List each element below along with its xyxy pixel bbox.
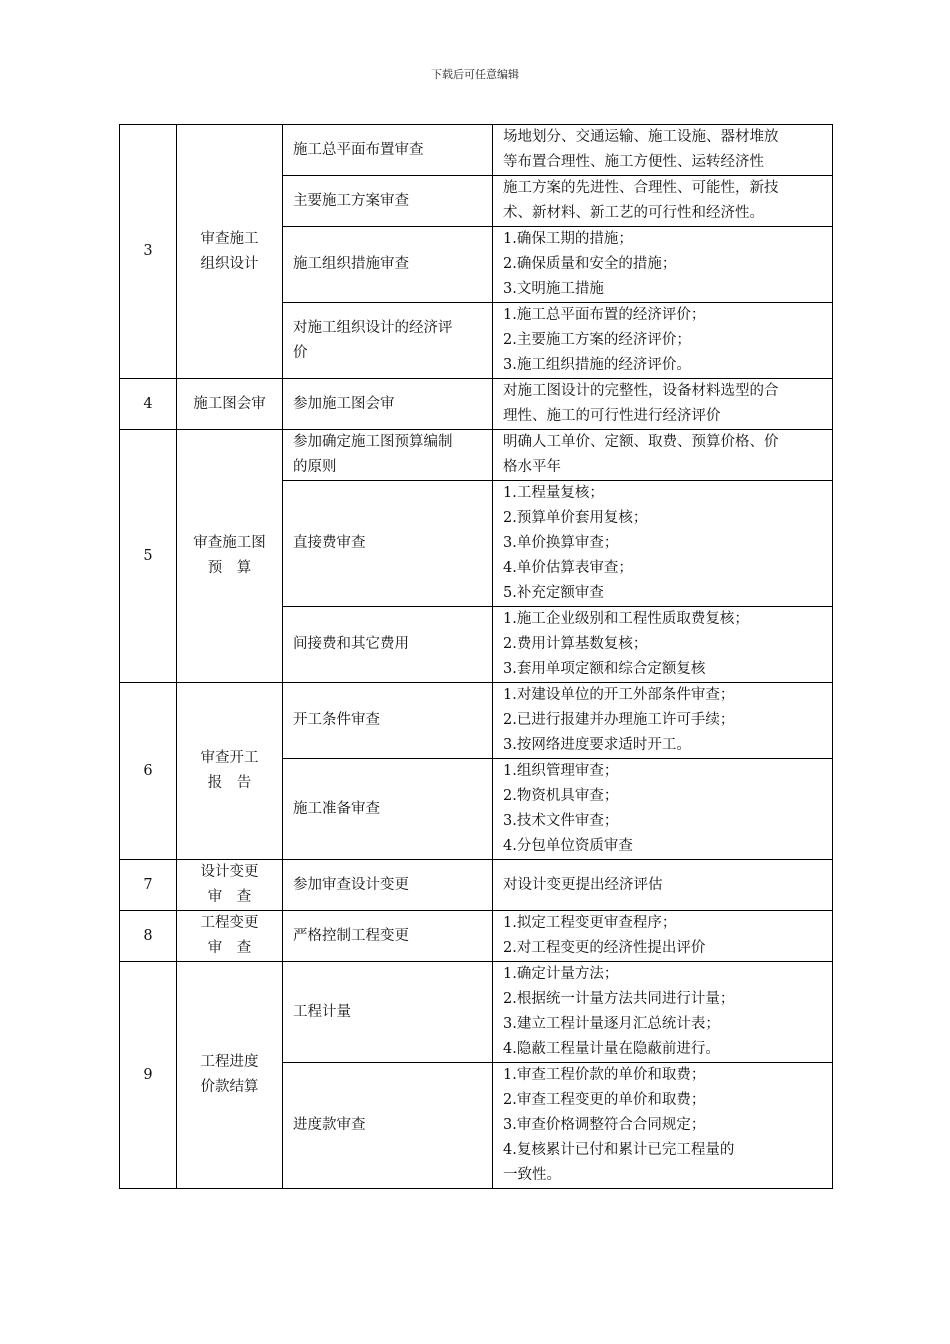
table-row [120,379,833,430]
review-item [283,481,493,607]
review-detail [493,860,833,911]
review-item-text: 进度款审查 [293,1117,366,1133]
review-detail-line: 等布置合理性、施工方便性、运转经济性 [503,154,764,170]
review-detail [493,303,833,379]
review-item [283,759,493,860]
table-row [120,125,833,176]
review-item [283,962,493,1063]
review-item-text: 施工组织措施审查 [293,256,409,272]
review-detail-line: 3.单价换算审查； [503,535,619,551]
review-detail-line: 3.文明施工措施 [503,281,604,297]
review-detail-line: 2.预算单价套用复核； [503,510,648,526]
review-item-text: 对施工组织设计的经济评 [293,319,453,336]
review-detail-line: 术、新材料、新工艺的可行性和经济性。 [503,205,764,221]
review-item [283,430,493,481]
header-note: 下载后可任意编辑 [431,68,519,81]
review-detail [493,430,833,481]
review-detail [493,607,833,683]
category-text: 工程变更 [200,915,259,931]
category-text: 审 查 [207,940,252,956]
review-item-text: 直接费审查 [293,535,366,551]
review-item [283,1063,493,1189]
review-item-text: 参加施工图会审 [293,395,395,412]
review-item-text: 主要施工方案审查 [293,192,409,209]
review-item [283,176,493,227]
review-item [283,379,493,430]
row-number: 8 [120,911,177,962]
review-detail-line: 2.物资机具审查； [503,788,619,804]
review-item-text: 施工准备审查 [293,800,380,817]
review-detail-line: 施工方案的先进性、合理性、可能性，新技 [503,180,779,196]
review-item-text: 参加审查设计变更 [293,876,409,893]
review-detail-line: 对设计变更提出经济评估 [503,876,663,893]
review-detail-line: 1.施工总平面布置的经济评价； [503,307,706,323]
review-item-text: 严格控制工程变更 [293,927,409,944]
row-number: 6 [120,683,177,860]
category-text: 审查开工 [200,750,259,766]
category-cell [177,125,283,379]
review-detail [493,683,833,759]
category-text: 审查施工 [200,230,259,247]
review-detail-line: 2.对工程变更的经济性提出评价 [503,940,706,956]
category-cell [177,962,283,1189]
review-detail-line: 理性、施工的可行性进行经济评价 [503,408,721,424]
review-item-text: 开工条件审查 [293,712,380,728]
review-detail-line: 2.审查工程变更的单价和取费； [503,1092,706,1108]
review-detail [493,759,833,860]
review-detail-line: 2.根据统一计量方法共同进行计量； [503,991,735,1007]
review-detail-line: 1.工程量复核； [503,485,604,501]
row-number: 9 [120,962,177,1189]
review-detail-line: 2.已进行报建并办理施工许可手续； [503,712,735,728]
review-detail [493,481,833,607]
review-detail [493,125,833,176]
review-detail-line: 4.分包单位资质审查 [503,838,633,854]
review-detail-line: 1.审查工程价款的单价和取费； [503,1067,706,1083]
category-cell [177,911,283,962]
review-detail-line: 一致性。 [503,1167,561,1183]
review-detail [493,1063,833,1189]
review-detail-line: 5.补充定额审查 [503,585,604,601]
review-detail-line: 3.套用单项定额和综合定额复核 [503,661,706,677]
review-detail-line: 1.拟定工程变更审查程序； [503,915,677,931]
review-detail-line: 2.确保质量和安全的措施； [503,256,677,272]
review-detail [493,962,833,1063]
review-detail-line: 1.对建设单位的开工外部条件审查； [503,687,735,703]
category-text: 组织设计 [200,255,259,272]
category-text: 施工图会审 [193,395,266,412]
review-detail-line: 2.主要施工方案的经济评价； [503,332,691,348]
review-detail-line: 对施工图设计的完整性，设备材料选型的合 [503,383,779,399]
review-detail-line: 1.确定计量方法； [503,966,619,982]
review-detail-line: 4.单价估算表审查； [503,560,633,576]
category-cell [177,860,283,911]
category-cell [177,430,283,683]
category-cell [177,683,283,860]
category-text: 工程进度 [200,1054,259,1070]
review-detail-line: 3.审查价格调整符合合同规定； [503,1117,706,1133]
review-detail-line: 3.按网络进度要求适时开工。 [503,737,691,753]
row-number: 7 [120,860,177,911]
review-detail-line: 3.建立工程计量逐月汇总统计表； [503,1016,720,1032]
table-row [120,962,833,1063]
review-item [283,911,493,962]
review-detail-line: 明确人工单价、定额、取费、预算价格、价 [503,434,779,450]
row-number: 3 [120,125,177,379]
review-detail [493,911,833,962]
review-detail-line: 格水平年 [503,459,561,475]
review-detail-line: 1.施工企业级别和工程性质取费复核； [503,611,749,627]
table-row [120,911,833,962]
review-item-text: 工程计量 [293,1003,351,1020]
category-cell [177,379,283,430]
review-detail-line: 4.复核累计已付和累计已完工程量的 [503,1142,735,1158]
review-item [283,125,493,176]
review-detail-line: 4.隐蔽工程量计量在隐蔽前进行。 [503,1041,720,1057]
table-row [120,430,833,481]
row-number: 4 [120,379,177,430]
review-item [283,683,493,759]
audit-table-body [120,125,833,1189]
review-detail [493,227,833,303]
review-item-text: 的原则 [293,459,337,475]
category-text: 审 查 [207,889,252,905]
review-item [283,227,493,303]
review-item-text: 参加确定施工图预算编制 [293,434,453,450]
review-detail-line: 3.施工组织措施的经济评价。 [503,357,691,373]
review-detail-line: 2.费用计算基数复核； [503,636,648,652]
category-text: 设计变更 [200,864,259,880]
review-detail [493,176,833,227]
review-detail [493,379,833,430]
review-detail-line: 3.技术文件审查； [503,813,619,829]
category-text: 价款结算 [200,1079,259,1095]
review-detail-line: 1.确保工期的措施； [503,231,633,247]
review-item-text: 价 [293,344,308,361]
review-item-text: 间接费和其它费用 [293,636,409,652]
category-text: 审查施工图 [193,535,266,551]
table-row [120,683,833,759]
row-number: 5 [120,430,177,683]
category-text: 报 告 [207,775,252,791]
review-detail-line: 1.组织管理审查； [503,763,619,779]
review-detail-line: 场地划分、交通运输、施工设施、器材堆放 [503,129,779,145]
audit-table [119,124,833,1189]
table-row [120,860,833,911]
review-item [283,860,493,911]
review-item [283,607,493,683]
category-text: 预 算 [207,560,252,576]
review-item-text: 施工总平面布置审查 [293,141,424,158]
review-item [283,303,493,379]
